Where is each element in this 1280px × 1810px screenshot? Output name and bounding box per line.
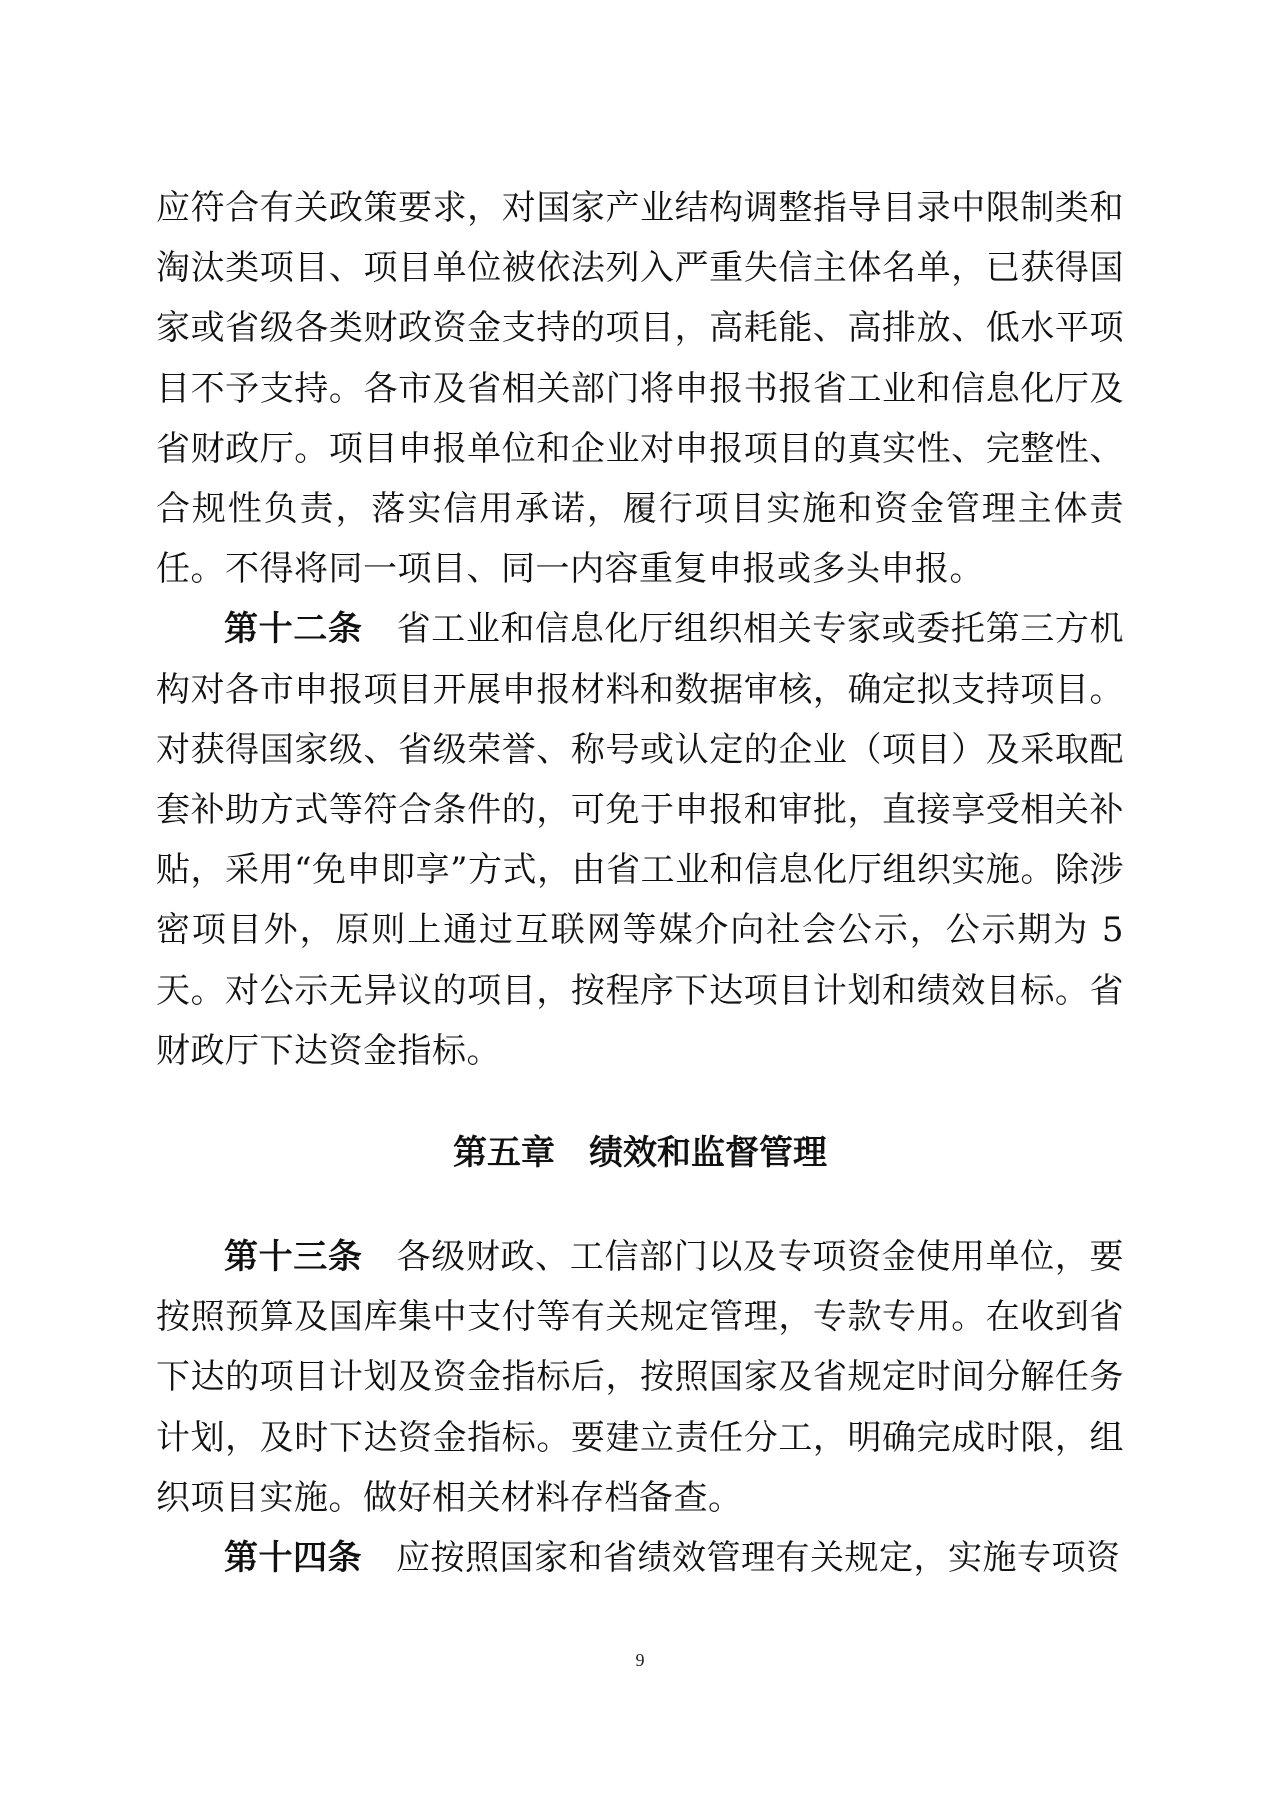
page-number: 9 xyxy=(635,1650,645,1670)
paragraph-text: 各级财政、工信部门以及专项资金使用单位，要按照预算及国库集中支付等有关规定管理，专款专用。在收到省下达的项目计划及资金指标后，按照国家及省规定时间分解任务计划，及时下达资金指标。要建立责任分工，明确完成时限，组织项目实施。做好相关材料存档备查。 xyxy=(156,1237,1125,1518)
article-12 xyxy=(156,599,1124,1081)
document-page xyxy=(156,178,1124,1588)
article-13 xyxy=(156,1227,1124,1528)
chapter-title: 绩效和监督管理 xyxy=(589,1133,827,1174)
paragraph-text: 应按照国家和省绩效管理有关规定，实施专项资 xyxy=(396,1538,1121,1579)
article-heading: 第十三条 xyxy=(224,1237,363,1278)
article-heading: 第十二条 xyxy=(224,609,363,650)
paragraph-text: 省工业和信息化厅组织相关专家或委托第三方机构对各市申报项目开展申报材料和数据审核，确定拟支持项目。对获得国家级、省级荣誉、称号或认定的企业（项目）及采取配套补助方式等符合条件的，可免于申报和审批，直接享受相关补贴，采用“免申即享”方式，由省工业和信息化厅组织实施。除涉密项目外，原则上通过互联网等媒介向社会公示，公示期为 5 天。对公示无异议的项目，按程序下达项目计划和绩效目标。省财政厅下达资金指标。 xyxy=(156,609,1125,1071)
paragraph-text: 应符合有关政策要求，对国家产业结构调整指导目录中限制类和淘汰类项目、项目单位被依法列入严重失信主体名单，已获得国家或省级各类财政资金支持的项目，高耗能、高排放、低水平项目不予支持。各市及省相关部门将申报书报省工业和信息化厅及省财政厅。项目申报单位和企业对申报项目的真实性、完整性、合规性负责，落实信用承诺，履行项目实施和资金管理主体责任。不得将同一项目、同一内容重复申报或多头申报。 xyxy=(156,188,1124,590)
chapter-number: 第五章 xyxy=(453,1133,555,1174)
article-14 xyxy=(156,1528,1124,1588)
chapter-heading xyxy=(156,1081,1124,1227)
paragraph-continued xyxy=(156,178,1124,599)
article-heading: 第十四条 xyxy=(224,1538,362,1579)
